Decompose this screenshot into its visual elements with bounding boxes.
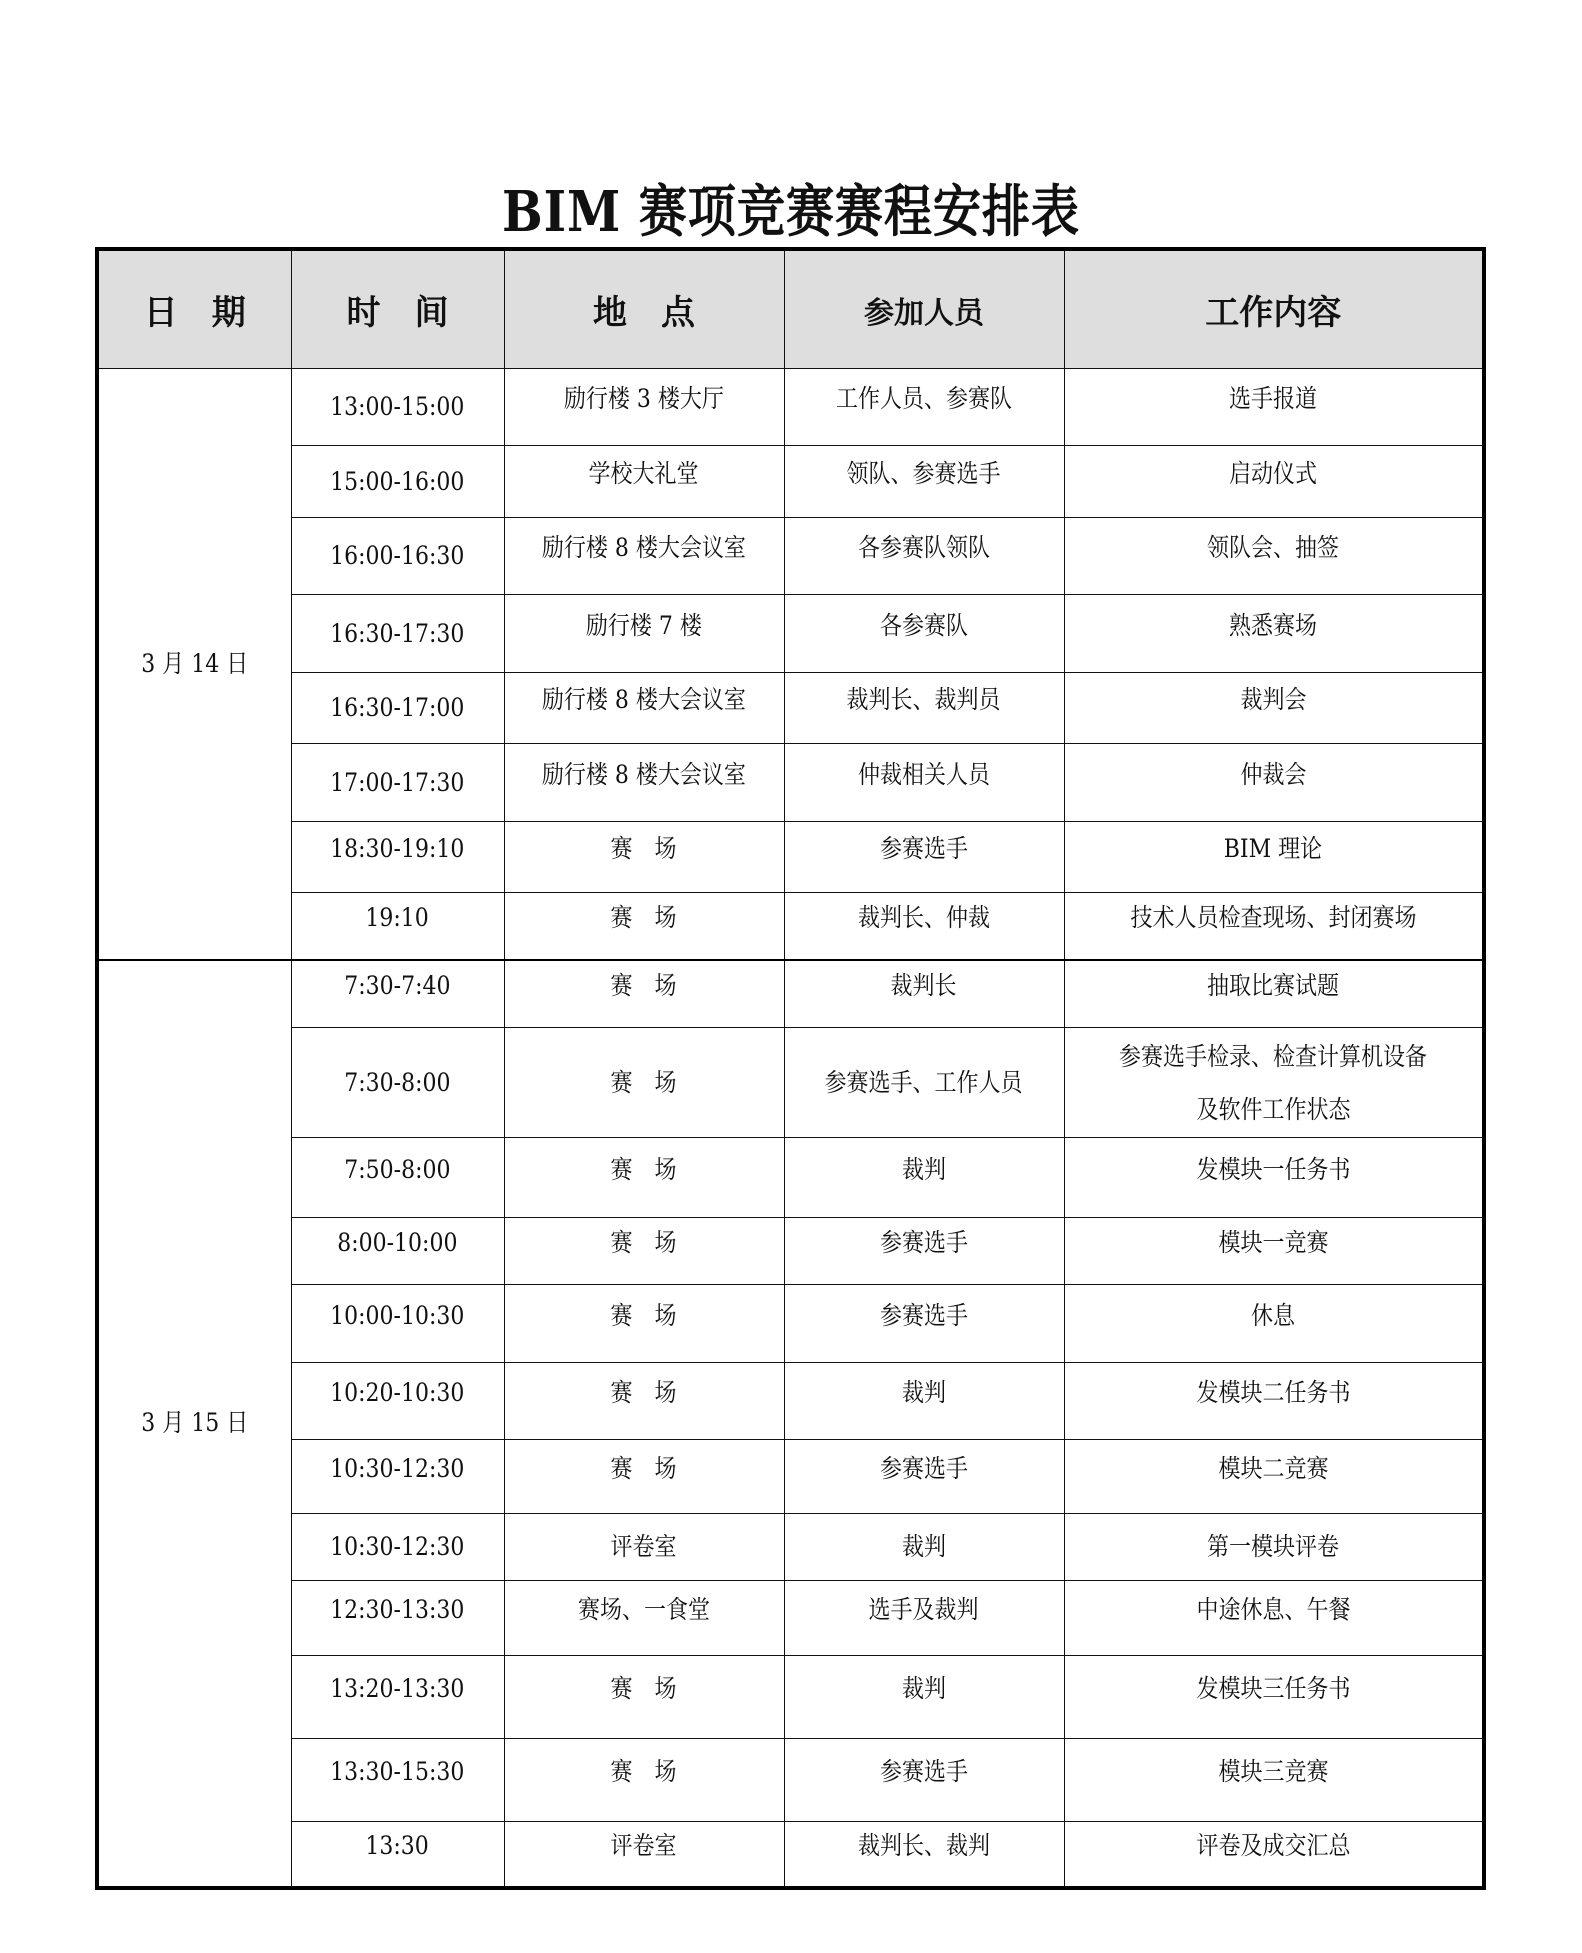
table-row: [97, 822, 1484, 893]
table-row: [97, 744, 1484, 822]
content-cell: 启动仪式: [1064, 446, 1484, 518]
content-cell: 发模块一任务书: [1064, 1138, 1484, 1218]
table-row: [97, 1285, 1484, 1363]
location-cell: 励行楼 8 楼大会议室: [504, 744, 784, 822]
content-cell: BIM 理论: [1064, 822, 1484, 893]
table-row: [97, 1218, 1484, 1285]
time-cell: 10:20-10:30: [291, 1363, 504, 1440]
participants-cell: 参赛选手: [784, 1218, 1064, 1285]
header-row: [97, 249, 1484, 369]
participants-cell: 裁判: [784, 1138, 1064, 1218]
header-date: 日 期: [97, 249, 291, 369]
location-cell: 赛 场: [504, 1656, 784, 1739]
time-cell: 10:00-10:30: [291, 1285, 504, 1363]
participants-cell: 工作人员、参赛队: [784, 369, 1064, 446]
time-cell: 12:30-13:30: [291, 1581, 504, 1656]
table-row: [97, 960, 1484, 1028]
content-cell: 发模块三任务书: [1064, 1656, 1484, 1739]
table-row: [97, 1656, 1484, 1739]
location-cell: 赛 场: [504, 893, 784, 960]
location-cell: 评卷室: [504, 1822, 784, 1888]
location-cell: 学校大礼堂: [504, 446, 784, 518]
participants-cell: 裁判: [784, 1656, 1064, 1739]
participants-cell: 参赛选手: [784, 822, 1064, 893]
content-cell: 领队会、抽签: [1064, 518, 1484, 595]
content-cell: 裁判会: [1064, 673, 1484, 744]
time-cell: 18:30-19:10: [291, 822, 504, 893]
participants-cell: 参赛选手: [784, 1440, 1064, 1514]
time-cell: 10:30-12:30: [291, 1514, 504, 1581]
location-cell: 赛 场: [504, 960, 784, 1028]
location-cell: 赛 场: [504, 1739, 784, 1822]
table-row: [97, 446, 1484, 518]
content-cell: 仲裁会: [1064, 744, 1484, 822]
location-cell: 评卷室: [504, 1514, 784, 1581]
schedule-table: [95, 247, 1486, 1890]
participants-cell: 各参赛队领队: [784, 518, 1064, 595]
header-content: 工作内容: [1064, 249, 1484, 369]
header-location: 地 点: [504, 249, 784, 369]
content-cell: 第一模块评卷: [1064, 1514, 1484, 1581]
date-cell: 3 月 15 日: [97, 960, 291, 1888]
table-row: [97, 1440, 1484, 1514]
participants-cell: 领队、参赛选手: [784, 446, 1064, 518]
content-cell: 模块二竞赛: [1064, 1440, 1484, 1514]
location-cell: 赛 场: [504, 1218, 784, 1285]
time-cell: 13:00-15:00: [291, 369, 504, 446]
content-cell: 技术人员检查现场、封闭赛场: [1064, 893, 1484, 960]
location-cell: 赛 场: [504, 1138, 784, 1218]
participants-cell: 参赛选手: [784, 1285, 1064, 1363]
time-cell: 10:30-12:30: [291, 1440, 504, 1514]
time-cell: 7:30-7:40: [291, 960, 504, 1028]
time-cell: 16:00-16:30: [291, 518, 504, 595]
participants-cell: 仲裁相关人员: [784, 744, 1064, 822]
location-cell: 赛 场: [504, 822, 784, 893]
location-cell: 励行楼 7 楼: [504, 595, 784, 673]
time-cell: 17:00-17:30: [291, 744, 504, 822]
table-row: [97, 369, 1484, 446]
time-cell: 7:50-8:00: [291, 1138, 504, 1218]
page-title: BIM 赛项竞赛赛程安排表: [502, 179, 1080, 245]
time-cell: 8:00-10:00: [291, 1218, 504, 1285]
table-row: [97, 1138, 1484, 1218]
participants-cell: 裁判长、裁判: [784, 1822, 1064, 1888]
time-cell: 13:30: [291, 1822, 504, 1888]
table-row: [97, 893, 1484, 960]
time-cell: 16:30-17:30: [291, 595, 504, 673]
location-cell: 励行楼 3 楼大厅: [504, 369, 784, 446]
location-cell: 赛 场: [504, 1363, 784, 1440]
participants-cell: 选手及裁判: [784, 1581, 1064, 1656]
content-cell: 休息: [1064, 1285, 1484, 1363]
location-cell: 赛场、一食堂: [504, 1581, 784, 1656]
participants-cell: 裁判: [784, 1363, 1064, 1440]
header-time: 时 间: [291, 249, 504, 369]
content-cell: 评卷及成交汇总: [1064, 1822, 1484, 1888]
content-cell: 模块三竞赛: [1064, 1739, 1484, 1822]
location-cell: 赛 场: [504, 1440, 784, 1514]
content-cell: 中途休息、午餐: [1064, 1581, 1484, 1656]
table-row: [97, 518, 1484, 595]
content-cell: 选手报道: [1064, 369, 1484, 446]
table-row: [97, 1581, 1484, 1656]
time-cell: 7:30-8:00: [291, 1028, 504, 1138]
location-cell: 励行楼 8 楼大会议室: [504, 518, 784, 595]
time-cell: 16:30-17:00: [291, 673, 504, 744]
table-row: [97, 1739, 1484, 1822]
participants-cell: 参赛选手: [784, 1739, 1064, 1822]
time-cell: 13:20-13:30: [291, 1656, 504, 1739]
participants-cell: 裁判长、裁判员: [784, 673, 1064, 744]
content-cell: 抽取比赛试题: [1064, 960, 1484, 1028]
content-cell: 发模块二任务书: [1064, 1363, 1484, 1440]
header-participants: 参加人员: [784, 249, 1064, 369]
date-cell: 3 月 14 日: [97, 369, 291, 960]
location-cell: 赛 场: [504, 1285, 784, 1363]
location-cell: 赛 场: [504, 1028, 784, 1138]
table-row: [97, 1363, 1484, 1440]
location-cell: 励行楼 8 楼大会议室: [504, 673, 784, 744]
participants-cell: 裁判长: [784, 960, 1064, 1028]
table-row: [97, 673, 1484, 744]
content-cell: 熟悉赛场: [1064, 595, 1484, 673]
time-cell: 13:30-15:30: [291, 1739, 504, 1822]
content-cell: 参赛选手检录、检查计算机设备 及软件工作状态: [1064, 1028, 1484, 1138]
participants-cell: 参赛选手、工作人员: [784, 1028, 1064, 1138]
participants-cell: 裁判: [784, 1514, 1064, 1581]
table-row: [97, 1028, 1484, 1138]
time-cell: 19:10: [291, 893, 504, 960]
table-row: [97, 595, 1484, 673]
table-row: [97, 1822, 1484, 1888]
time-cell: 15:00-16:00: [291, 446, 504, 518]
participants-cell: 裁判长、仲裁: [784, 893, 1064, 960]
participants-cell: 各参赛队: [784, 595, 1064, 673]
content-cell: 模块一竞赛: [1064, 1218, 1484, 1285]
table-row: [97, 1514, 1484, 1581]
